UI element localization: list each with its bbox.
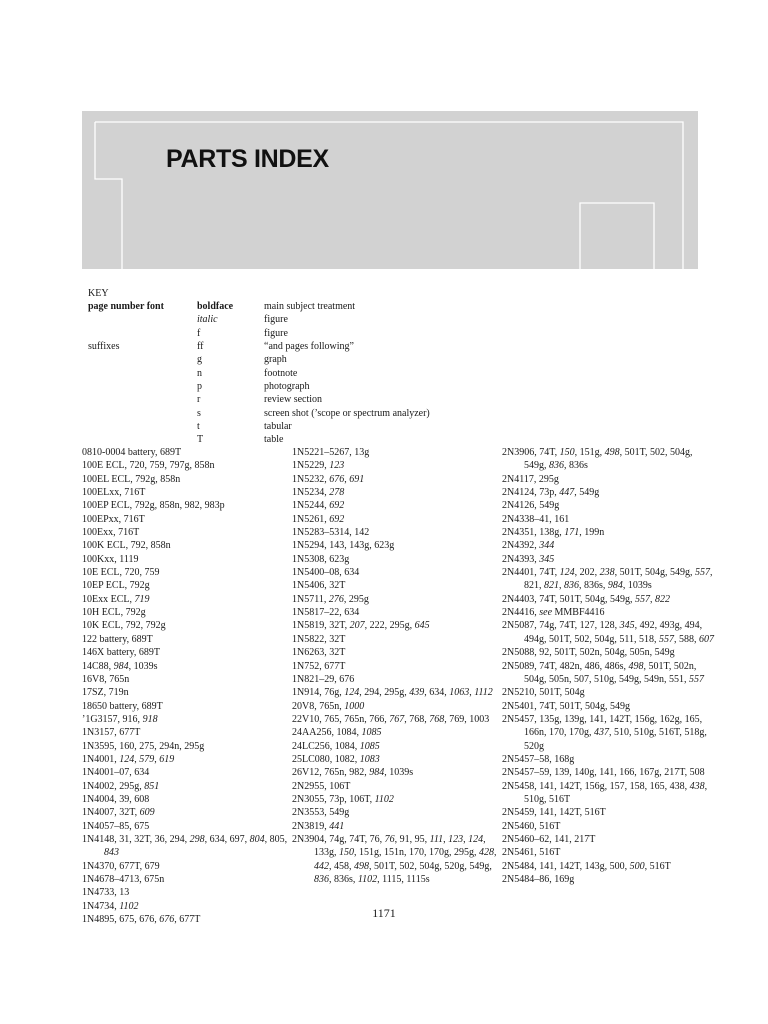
index-entry: 16V8, 765n [82, 673, 130, 685]
index-entry: 1N5229, 123 [292, 460, 345, 472]
index-entry: 1N4001, 124, 579, 619 [82, 753, 175, 765]
key-meaning: photograph [264, 381, 310, 393]
index-entry: 146X battery, 689T [82, 647, 160, 659]
index-entry: 2N5459, 141, 142T, 516T [502, 807, 606, 819]
index-entry: 1N821–29, 676 [292, 673, 355, 685]
index-entry: 24LC256, 1084, 1085 [292, 740, 380, 752]
key-meaning: main subject treatment [264, 301, 356, 312]
key-code: p [197, 381, 202, 393]
index-entry: 10K ECL, 792, 792g [82, 620, 166, 632]
index-entry: 1N5294, 143, 143g, 623g [292, 540, 395, 552]
index-entry: 17SZ, 719n [82, 687, 129, 699]
index-entry: 2N4117, 295g [502, 473, 559, 485]
key-code: n [197, 367, 202, 379]
index-entry: 10H ECL, 792g [82, 607, 146, 619]
index-column-3 [502, 446, 714, 886]
index-entry: 10E ECL, 720, 759 [82, 567, 160, 579]
key-category: suffixes [88, 341, 120, 353]
key-code: g [197, 354, 202, 366]
index-entry: 0810-0004 battery, 689T [82, 447, 182, 458]
index-entry: 1N4004, 39, 608 [82, 793, 150, 805]
key-meaning: figure [264, 314, 288, 326]
banner-frame-lines [82, 111, 698, 269]
index-entry: 22V10, 765, 765n, 766, 767, 768, 768, 769, 1003 [292, 713, 490, 725]
key-code: T [197, 434, 204, 446]
key-code: italic [197, 314, 218, 326]
index-entry: 2N5460, 516T [502, 820, 561, 832]
index-entry: 2N4338–41, 161 [502, 513, 570, 525]
index-entry: 2N5457–59, 139, 140g, 141, 166, 167g, 217T, 508 [502, 767, 705, 779]
index-entry: 2N5089, 74T, 482n, 486, 486s, 498, 501T, 502n, 504g, 505n, 507, 510g, 549g, 549n, 551, 557 [502, 660, 704, 685]
index-entry: 100Kxx, 1119 [82, 553, 139, 565]
index-entry: 1N5244, 692 [292, 500, 345, 512]
index-entry: 2N3553, 549g [292, 807, 350, 819]
key-code: ff [197, 341, 204, 353]
index-entry: 2N3819, 441 [292, 820, 345, 832]
key-meaning: “and pages following” [264, 341, 354, 353]
index-entry: 18650 battery, 689T [82, 700, 163, 712]
index-entry: 1N5261, 692 [292, 513, 345, 525]
key-meaning: tabular [264, 421, 292, 433]
index-entry: 2N4403, 74T, 501T, 504g, 549g, 557, 822 [502, 593, 670, 605]
index-entry: 1N6263, 32T [292, 647, 346, 659]
index-entry: 2N4124, 73p, 447, 549g [502, 487, 600, 499]
index-entry: 2N4351, 138g, 171, 199n [502, 527, 605, 539]
key-meaning: table [264, 434, 284, 446]
index-entry: 25LC080, 1082, 1083 [292, 753, 380, 765]
index-entry: 1N4007, 32T, 609 [82, 807, 155, 819]
key-meaning: footnote [264, 367, 298, 379]
index-entry: 2N5461, 516T [502, 847, 561, 859]
index-entry: 24AA256, 1084, 1085 [292, 727, 382, 739]
index-entry: 1N5308, 623g [292, 553, 350, 565]
index-entry: 1N4678–4713, 675n [82, 874, 165, 885]
index-entry: 100ELxx, 716T [82, 487, 146, 499]
index-entry: 1N752, 677T [292, 660, 346, 672]
index-entry: 2N4392, 344 [502, 540, 555, 552]
key-meaning: figure [264, 327, 288, 339]
index-entry: 2N2955, 106T [292, 780, 351, 792]
index-entry: 10Exx ECL, 719 [82, 593, 150, 605]
key-code: s [197, 407, 201, 419]
key-category: page number font [88, 301, 164, 312]
index-entry: 100EP ECL, 792g, 858n, 982, 983p [82, 500, 225, 512]
index-entry: 10EP ECL, 792g [82, 580, 150, 592]
index-entry: 1N5406, 32T [292, 580, 346, 592]
index-entry: 2N3055, 73p, 106T, 1102 [292, 793, 394, 805]
index-entry: 100K ECL, 792, 858n [82, 540, 171, 552]
index-entry: 1N5822, 32T [292, 633, 346, 645]
key-code: boldface [197, 301, 234, 312]
index-entry: 1N4733, 13 [82, 887, 130, 899]
index-entry: ’1G3157, 916, 918 [82, 713, 158, 725]
key-code: f [197, 327, 201, 339]
index-entry: 100Exx, 716T [82, 527, 140, 539]
title-banner [82, 111, 698, 269]
index-entry: 20V8, 765n, 1000 [292, 700, 365, 712]
index-entry: 2N3904, 74g, 74T, 76, 76, 91, 95, 111, 123, 124, 133g, 150, 151g, 151n, 170, 170g, 295g, 428, 442, 458, 498, 501T, 502, 504g, 520g, 549g, 836, 836s, 1102, 1115, 1115s [292, 833, 497, 885]
index-entry: 2N5460–62, 141, 217T [502, 833, 596, 845]
index-entry: 1N3595, 160, 275, 294n, 295g [82, 740, 205, 752]
index-entry: 1N5232, 676, 691 [292, 473, 365, 485]
index-entry: 1N4895, 675, 676, 676, 677T [82, 914, 201, 926]
key-heading: KEY [88, 288, 109, 299]
index-entry: 1N5283–5314, 142 [292, 527, 370, 539]
index-entry: 2N4416, see MMBF4416 [502, 607, 605, 619]
index-entry: 2N5457, 135g, 139g, 141, 142T, 156g, 162g, 165, 166n, 170, 170g, 437, 510, 510g, 516T, 518g, 520g [502, 713, 707, 752]
index-entry: 2N5458, 141, 142T, 156g, 157, 158, 165, 438, 438, 510g, 516T [502, 780, 708, 805]
index-entry: 100E ECL, 720, 759, 797g, 858n [82, 460, 215, 472]
key-code: t [197, 421, 200, 433]
key-meaning: screen shot (’scope or spectrum analyzer) [264, 407, 430, 419]
index-entry: 1N4002, 295g, 851 [82, 780, 160, 792]
index-entry: 1N3157, 677T [82, 727, 141, 739]
index-entry: 2N3906, 74T, 150, 151g, 498, 501T, 502, 504g, 549g, 836, 836s [502, 447, 693, 472]
index-entry: 1N4001–07, 634 [82, 767, 150, 779]
index-entry: 1N5817–22, 634 [292, 607, 360, 619]
index-entry: 2N4126, 549g [502, 500, 560, 512]
index-entry: 122 battery, 689T [82, 633, 153, 645]
index-entry: 1N5234, 278 [292, 487, 345, 499]
index-entry: 2N4401, 74T, 124, 202, 238, 501T, 504g, 549g, 557, 821, 821, 836, 836s, 984, 1039s [502, 567, 713, 592]
index-column-1 [82, 446, 300, 926]
index-column-2 [292, 446, 510, 886]
key-code: r [197, 394, 201, 406]
index-entry: 2N5088, 92, 501T, 502n, 504g, 505n, 549g [502, 647, 675, 659]
index-entry: 1N914, 76g, 124, 294, 295g, 439, 634, 1063, 1112 [292, 687, 493, 699]
index-entry: 2N5484–86, 169g [502, 874, 575, 885]
index-entry: 2N4393, 345 [502, 553, 555, 565]
index-entry: 100EL ECL, 792g, 858n [82, 473, 181, 485]
index-entry: 1N5400–08, 634 [292, 567, 360, 579]
index-entry: 1N4734, 1102 [82, 900, 139, 912]
index-entry: 2N5401, 74T, 501T, 504g, 549g [502, 700, 630, 712]
index-entry: 2N5457–58, 168g [502, 753, 575, 765]
index-entry: 1N5819, 32T, 207, 222, 295g, 645 [292, 620, 430, 632]
index-entry: 1N4148, 31, 32T, 36, 294, 298, 634, 697, 804, 805, 843 [82, 833, 288, 859]
index-entry: 1N4370, 677T, 679 [82, 860, 160, 872]
index-entry: 1N5711, 276, 295g [292, 593, 369, 605]
index-entry: 100EPxx, 716T [82, 513, 145, 525]
index-entry: 1N4057–85, 675 [82, 820, 150, 832]
index-entry: 2N5087, 74g, 74T, 127, 128, 345, 492, 493g, 494, 494g, 501T, 502, 504g, 511, 518, 557, 588, 607 [502, 620, 714, 645]
page-title: PARTS INDEX [166, 145, 329, 173]
index-entry: 2N5210, 501T, 504g [502, 687, 585, 699]
index-entry: 2N5484, 141, 142T, 143g, 500, 500, 516T [502, 860, 671, 872]
index-entry: 14C88, 984, 1039s [82, 660, 158, 672]
page-number: 1171 [372, 906, 396, 920]
key-meaning: graph [264, 354, 287, 366]
index-entry: 1N5221–5267, 13g [292, 447, 370, 458]
key-meaning: review section [264, 394, 323, 406]
index-entry: 26V12, 765n, 982, 984, 1039s [292, 767, 414, 779]
